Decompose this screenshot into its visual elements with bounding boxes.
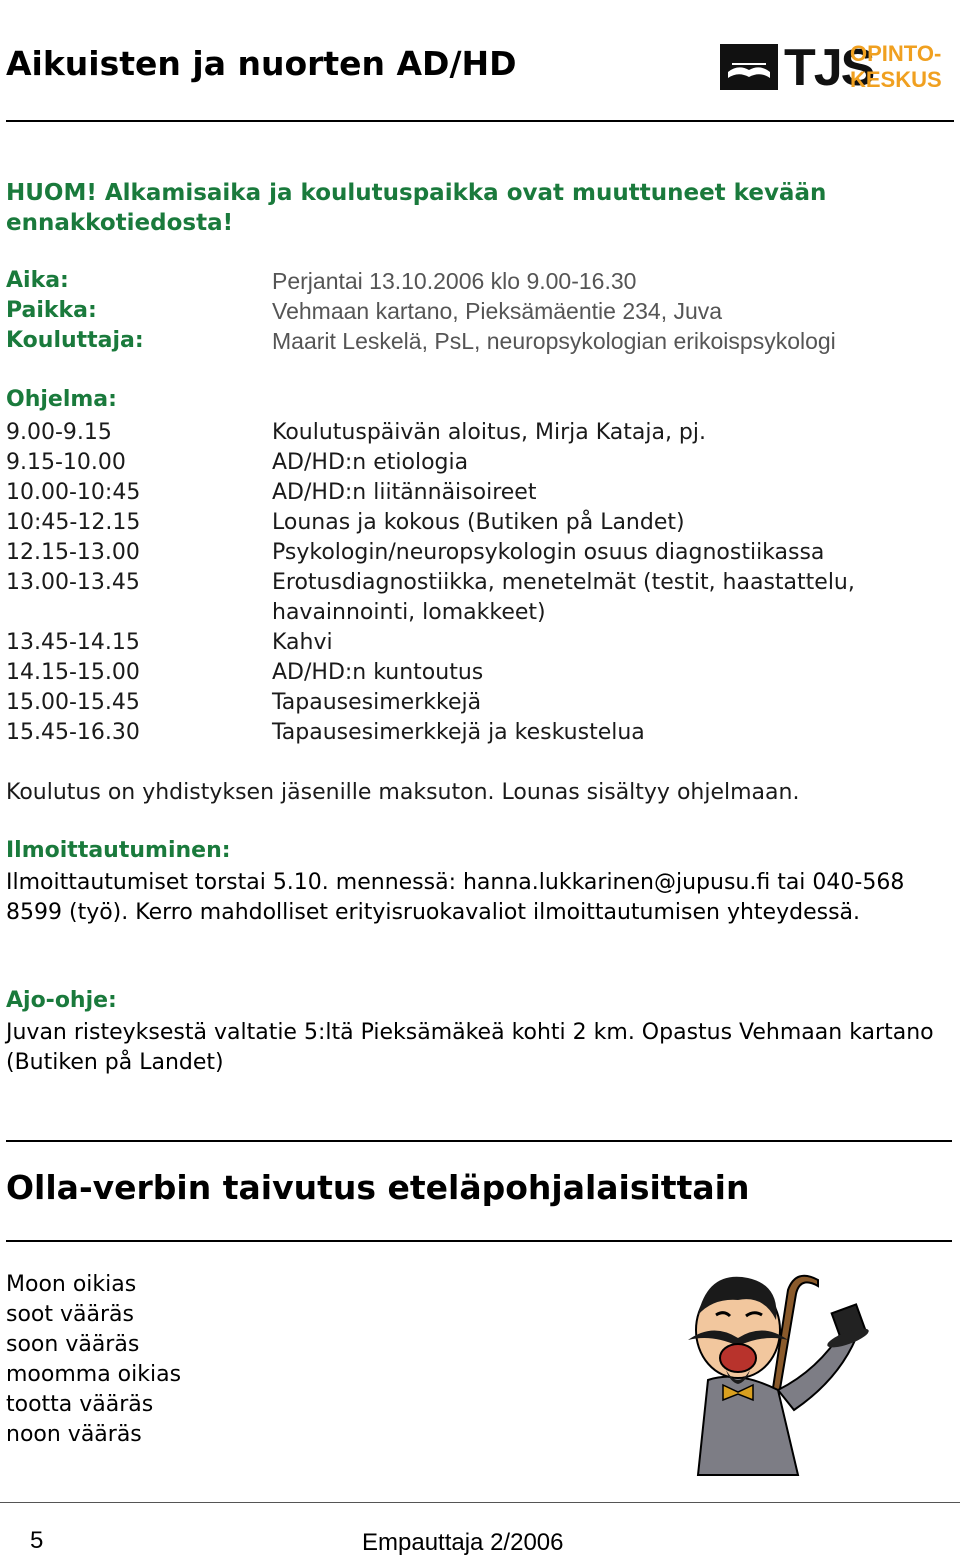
page-number: 5: [30, 1527, 44, 1554]
dialect-line: noon vääräs: [6, 1422, 142, 1447]
info-time: [6, 266, 956, 296]
program-item: [6, 478, 956, 508]
registration-text: Ilmoittautumiset torstai 5.10. mennessä: hanna.lukkarinen@jupusu.fi tai 040-568 8599 (työ). Kerro mahdolliset erityisruokavaliot ilmoittautumisen yhteydessä.: [6, 870, 905, 925]
info-trainer: [6, 326, 956, 356]
dialect-line: soon vääräs: [6, 1332, 140, 1357]
program-time: 13.45-14.15: [6, 630, 140, 655]
info-label: Kouluttaja:: [6, 328, 144, 353]
free-note: Koulutus on yhdistyksen jäsenille maksuton. Lounas sisältyy ohjelmaan.: [6, 780, 800, 805]
section-divider-top: [6, 1140, 952, 1142]
program-desc: AD/HD:n liitännäisoireet: [272, 480, 537, 505]
program-item: [6, 508, 956, 538]
cartoon-illustration: [668, 1260, 918, 1480]
program-item: [6, 718, 956, 748]
program-desc: Tapausesimerkkejä ja keskustelua: [272, 720, 645, 745]
program-desc: Psykologin/neuropsykologin osuus diagnostiikassa: [272, 540, 825, 565]
program-time: 14.15-15.00: [6, 660, 140, 685]
program-item: [6, 418, 956, 448]
cartoon-man-icon: [668, 1260, 918, 1480]
program-item: [6, 658, 956, 688]
program-time: 9.15-10.00: [6, 450, 126, 475]
info-value: Vehmaan kartano, Pieksämäentie 234, Juva: [272, 298, 723, 324]
directions-heading: Ajo-ohje:: [6, 988, 117, 1013]
program-time: 15.00-15.45: [6, 690, 140, 715]
tjs-logo: [718, 38, 942, 98]
program-item: [6, 448, 956, 478]
program-desc: AD/HD:n etiologia: [272, 450, 469, 475]
logo-line2: KESKUS: [850, 67, 942, 92]
program-heading: Ohjelma:: [6, 387, 117, 412]
program-desc: Kahvi: [272, 630, 333, 655]
program-item: [6, 688, 956, 718]
dialect-list: [6, 1270, 181, 1450]
program-item: [6, 538, 956, 568]
program-desc: Koulutuspäivän aloitus, Mirja Kataja, pj.: [272, 420, 707, 445]
program-item: [6, 568, 956, 628]
program-desc: Tapausesimerkkejä: [272, 690, 482, 715]
dialect-line: Moon oikias: [6, 1272, 137, 1297]
program-item: [6, 628, 956, 658]
program-time: 10.00-10:45: [6, 480, 141, 505]
publication-name: Empauttaja 2/2006: [362, 1529, 564, 1556]
program-time: 13.00-13.45: [6, 570, 140, 595]
program-desc: Lounas ja kokous (Butiken på Landet): [272, 510, 685, 535]
info-place: [6, 296, 956, 326]
info-label: Paikka:: [6, 298, 97, 323]
logo-line1: OPINTO-: [850, 41, 942, 66]
program-desc: Erotusdiagnostiikka, menetelmät (testit, haastattelu, havainnointi, lomakkeet): [272, 570, 855, 625]
header-divider: [6, 120, 954, 122]
program-time: 10:45-12.15: [6, 510, 141, 535]
program-time: 9.00-9.15: [6, 420, 112, 445]
program-time: 12.15-13.00: [6, 540, 140, 565]
info-label: Aika:: [6, 268, 69, 293]
section-divider-bottom: [6, 1240, 952, 1242]
logo-wordmark: TJS: [784, 39, 874, 97]
program-desc: AD/HD:n kuntoutus: [272, 660, 484, 685]
dialect-line: soot vääräs: [6, 1302, 134, 1327]
info-value: Maarit Leskelä, PsL, neuropsykologian erikoispsykologi: [272, 328, 836, 354]
directions-text: Juvan risteyksestä valtatie 5:ltä Pieksämäkeä kohti 2 km. Opastus Vehmaan kartano (Butiken på Landet): [6, 1020, 934, 1075]
dialect-line: moomma oikias: [6, 1362, 182, 1387]
program-list: [6, 418, 956, 748]
dialect-line: tootta vääräs: [6, 1392, 154, 1417]
notice: HUOM! Alkamisaika ja koulutuspaikka ovat muuttuneet kevään ennakkotiedosta!: [6, 180, 827, 236]
info-value: Perjantai 13.10.2006 klo 9.00-16.30: [272, 268, 637, 294]
registration-heading: Ilmoittautuminen:: [6, 838, 231, 863]
program-time: 15.45-16.30: [6, 720, 140, 745]
section-title: Olla-verbin taivutus eteläpohjalaisittain: [6, 1168, 750, 1207]
footer-divider: [0, 1502, 960, 1503]
page-title: Aikuisten ja nuorten AD/HD: [6, 44, 517, 83]
